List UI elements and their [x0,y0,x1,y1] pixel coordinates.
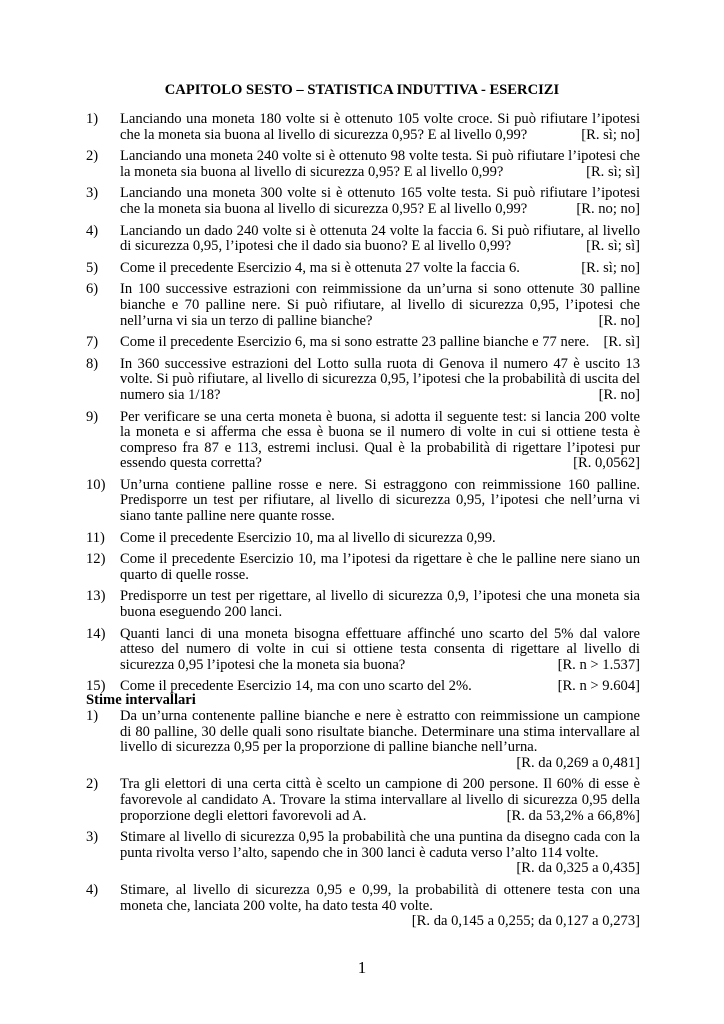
exercise-answer: [R. da 0,145 a 0,255; da 0,127 a 0,273] [411,913,640,930]
exercise-item [86,552,640,583]
interval-exercise-item [86,883,640,930]
exercise-answer: [R. sì] [603,334,640,351]
exercise-number: 1) [86,708,99,724]
exercise-number: 12) [86,551,106,568]
exercise-item [86,531,640,547]
exercise-answer: [R. sì; sì] [586,238,640,255]
exercise-number: 8) [86,355,99,372]
exercise-number: 13) [86,588,106,605]
exercise-text: Stimare, al livello di sicurezza 0,95 e 0,99, la probabilità di ottenere testa con una moneta che, lanciata 200 volte, ha dato testa 40 volte. [120,881,640,914]
page-title: CAPITOLO SESTO – STATISTICA INDUTTIVA - ESERCIZI [164,82,560,98]
exercise-number: 7) [86,334,99,351]
exercise-number: 5) [86,259,99,276]
exercise-item [86,627,640,674]
exercise-text: Tra gli elettori di una certa città è scelto un campione di 200 persone. Il 60% di esse è favorevole al candidato A. Trovare la stima intervallare al livello di sicurezza 0,95 della proporzione degli elettori favorevoli ad A. [120,776,640,824]
exercise-item [86,112,640,143]
exercise-number: 2) [86,776,99,793]
exercise-item [86,149,640,180]
exercise-text: Lanciando una moneta 180 volte si è ottenuto 105 volte croce. Si può rifiutare l’ipotesi che la moneta sia buona al livello di sicurezza 0,95? E al livello 0,99? [120,111,640,143]
exercise-text: Lanciando una moneta 300 volte si è ottenuto 165 volte testa. Si può rifiutare l’ipotesi che la moneta sia buona al livello di sicurezza 0,95? E al livello 0,99? [120,185,640,217]
exercise-answer: [R. n > 9.604] [557,678,640,695]
exercise-item [86,261,640,277]
exercise-answer: [R. da 0,325 a 0,435] [516,860,640,877]
exercise-number: 4) [86,222,99,239]
exercise-text: Stimare al livello di sicurezza 0,95 la probabilità che una puntina da disegno cada con la punta rivolta verso l’alto, sapendo che in 300 lanci è caduta verso l’alto 114 volte. [120,829,640,861]
exercise-answer: [R. sì; no] [581,259,640,276]
exercise-text: Predisporre un test per rigettare, al livello di sicurezza 0,9, l’ipotesi che una moneta sia buona eseguendo 200 lanci. [120,588,640,621]
exercise-number: 3) [86,829,99,846]
interval-exercise-list [86,709,640,936]
exercise-text: Come il precedente Esercizio 6, ma si sono estratte 23 palline bianche e 77 nere. [120,334,590,351]
exercise-number: 11) [86,529,105,546]
exercise-item [86,410,640,472]
exercise-item [86,589,640,620]
exercise-number: 9) [86,408,99,425]
exercise-number: 1) [86,111,99,127]
interval-exercise-item [86,709,640,771]
exercise-number: 10) [86,476,106,493]
exercise-number: 14) [86,625,106,642]
exercise-answer: [R. da 53,2% a 66,8%] [506,807,640,824]
exercise-answer: [R. no; no] [576,200,640,217]
exercise-item [86,478,640,525]
exercise-list [86,112,640,701]
exercise-number: 15) [86,678,106,695]
interval-exercise-item [86,777,640,824]
exercise-text: Quanti lanci di una moneta bisogna effettuare affinché uno scarto del 5% dal valore atteso del numero di volte in cui si ottiene testa consenta di rigettare al livello di sicurezza 0,95 l’ipotesi che la moneta sia buona? [120,625,640,673]
exercise-answer: [R. sì; no] [581,126,640,143]
exercise-answer: [R. no] [598,312,640,329]
exercise-text: In 360 successive estrazioni del Lotto sulla ruota di Genova il numero 47 è uscito 13 volte. Si può rifiutare, al livello di sicurezza 0,95, l’ipotesi che la probabilità di uscita del numero sia 1/18? [120,355,640,403]
exercise-number: 6) [86,281,99,298]
exercise-text: Da un’urna contenente palline bianche e nere è estratto con reimmissione un campione di 80 palline, 30 delle quali sono risultate bianche. Determinare una stima intervallare al livello di sicurezza 0,95 per la proporzione di palline bianche nell’urna. [120,708,640,756]
exercise-item [86,357,640,404]
exercise-number: 4) [86,881,99,898]
exercise-text: Come il precedente Esercizio 4, ma si è ottenuta 27 volte la faccia 6. [120,259,520,276]
exercise-answer: [R. da 0,269 a 0,481] [516,754,640,771]
exercise-text: Lanciando un dado 240 volte si è ottenuta 24 volte la faccia 6. Si può rifiutare, al livello di sicurezza 0,95, l’ipotesi che il dado sia buono? E al livello 0,99? [120,222,640,255]
exercise-text: Come il precedente Esercizio 10, ma l’ipotesi da rigettare è che le palline nere siano un quarto di quelle rosse. [120,551,640,583]
page-number: 1 [357,958,367,977]
exercise-text: Come il precedente Esercizio 10, ma al livello di sicurezza 0,99. [120,529,496,546]
exercise-number: 2) [86,148,99,165]
exercise-answer: [R. n > 1.537] [557,656,640,673]
exercise-answer: [R. 0,0562] [573,455,640,472]
exercise-text: Lanciando una moneta 240 volte si è ottenuto 98 volte testa. Si può rifiutare l’ipotesi che la moneta sia buona al livello di sicurezza 0,95? E al livello 0,99? [120,148,640,180]
exercise-item [86,282,640,329]
section-title: Stime intervallari [86,692,196,708]
exercise-text: Per verificare se una certa moneta è buona, si adotta il seguente test: si lancia 200 volte la moneta e si afferma che essa è buona se il numero di volte in cui si ottiene testa è compreso fra 87 e 113, estremi inclusi. Qual è la probabilità di rigettare l’ipotesi pur essendo questa corretta? [120,408,640,472]
interval-exercise-item [86,830,640,877]
exercise-item [86,186,640,217]
exercise-answer: [R. sì; sì] [586,163,640,180]
exercise-item [86,335,640,351]
exercise-text: Un’urna contiene palline rosse e nere. Si estraggono con reimmissione 160 palline. Predisporre un test per rifiutare, al livello di sicurezza 0,95, l’ipotesi che nell’urna vi siano tante palline nere quante rosse. [120,476,640,525]
exercise-text: Come il precedente Esercizio 14, ma con uno scarto del 2%. [120,678,472,695]
exercise-item [86,224,640,255]
exercise-number: 3) [86,185,99,202]
exercise-text: In 100 successive estrazioni con reimmissione da un’urna si sono ottenute 30 palline bianche e 70 palline nere. Si può rifiutare, al livello di sicurezza 0,95, l’ipotesi che nell’urna vi sia un terzo di palline bianche? [120,281,640,329]
exercise-answer: [R. no] [598,386,640,403]
